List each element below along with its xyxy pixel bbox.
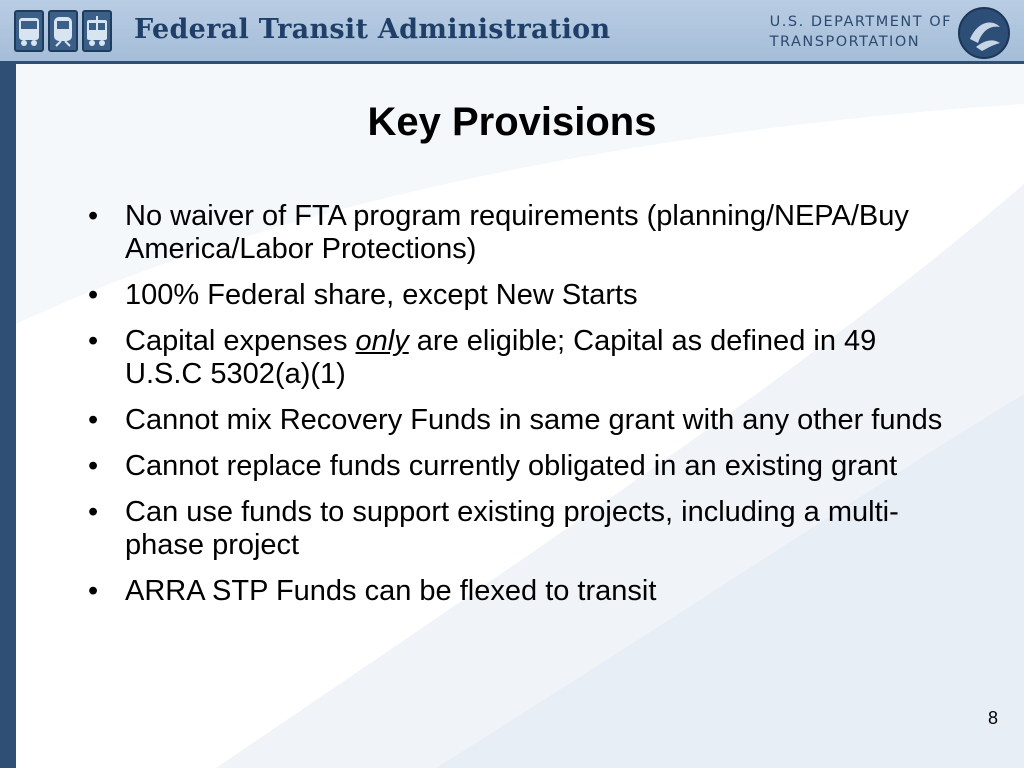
list-item <box>88 200 948 266</box>
list-item <box>88 575 948 608</box>
rail-car-icon <box>82 10 112 52</box>
list-item <box>88 404 948 437</box>
list-item <box>88 450 948 483</box>
list-item <box>88 496 948 562</box>
bullet-text: Cannot mix Recovery Funds in same grant with any other funds <box>125 404 943 436</box>
bullet-text: Cannot replace funds currently obligated in an existing grant <box>125 450 898 482</box>
bus-icon <box>14 10 44 52</box>
bullet-dot: • <box>88 404 99 436</box>
bullet-text: 100% Federal share, except New Starts <box>125 279 638 311</box>
dot-wordmark <box>770 12 952 52</box>
provisions-list <box>88 200 948 621</box>
page-number: 8 <box>987 708 998 728</box>
emphasis-only: only <box>355 325 409 357</box>
agency-name: Federal Transit Administration <box>134 14 611 45</box>
dot-line1: U.S. DEPARTMENT OF <box>769 14 952 30</box>
left-accent-stripe <box>0 64 16 768</box>
bullet-dot: • <box>88 279 99 311</box>
slide-title: Key Provisions <box>367 100 657 144</box>
header-bar <box>0 0 1024 64</box>
bullet-dot: • <box>88 325 99 357</box>
bullet-dot: • <box>88 496 99 528</box>
bullet-dot: • <box>88 575 99 607</box>
train-icon <box>48 10 78 52</box>
bullet-dot: • <box>88 200 99 232</box>
bullet-text: No waiver of FTA program requirements (planning/NEPA/Buy America/Labor Protections) <box>125 200 909 265</box>
dot-line2: TRANSPORTATION <box>769 34 921 50</box>
dot-seal-icon <box>958 7 1010 59</box>
bullet-text-post: are eligible; Capital as defined in 49 U.S.C 5302(a)(1) <box>125 325 877 390</box>
list-item <box>88 325 948 391</box>
bullet-text: Can use funds to support existing projects, including a multi-phase project <box>125 496 899 561</box>
bullet-dot: • <box>88 450 99 482</box>
bullet-text-pre: Capital expenses <box>125 325 356 357</box>
list-item <box>88 279 948 312</box>
transit-icons <box>14 10 112 54</box>
bullet-text: ARRA STP Funds can be flexed to transit <box>125 575 657 607</box>
